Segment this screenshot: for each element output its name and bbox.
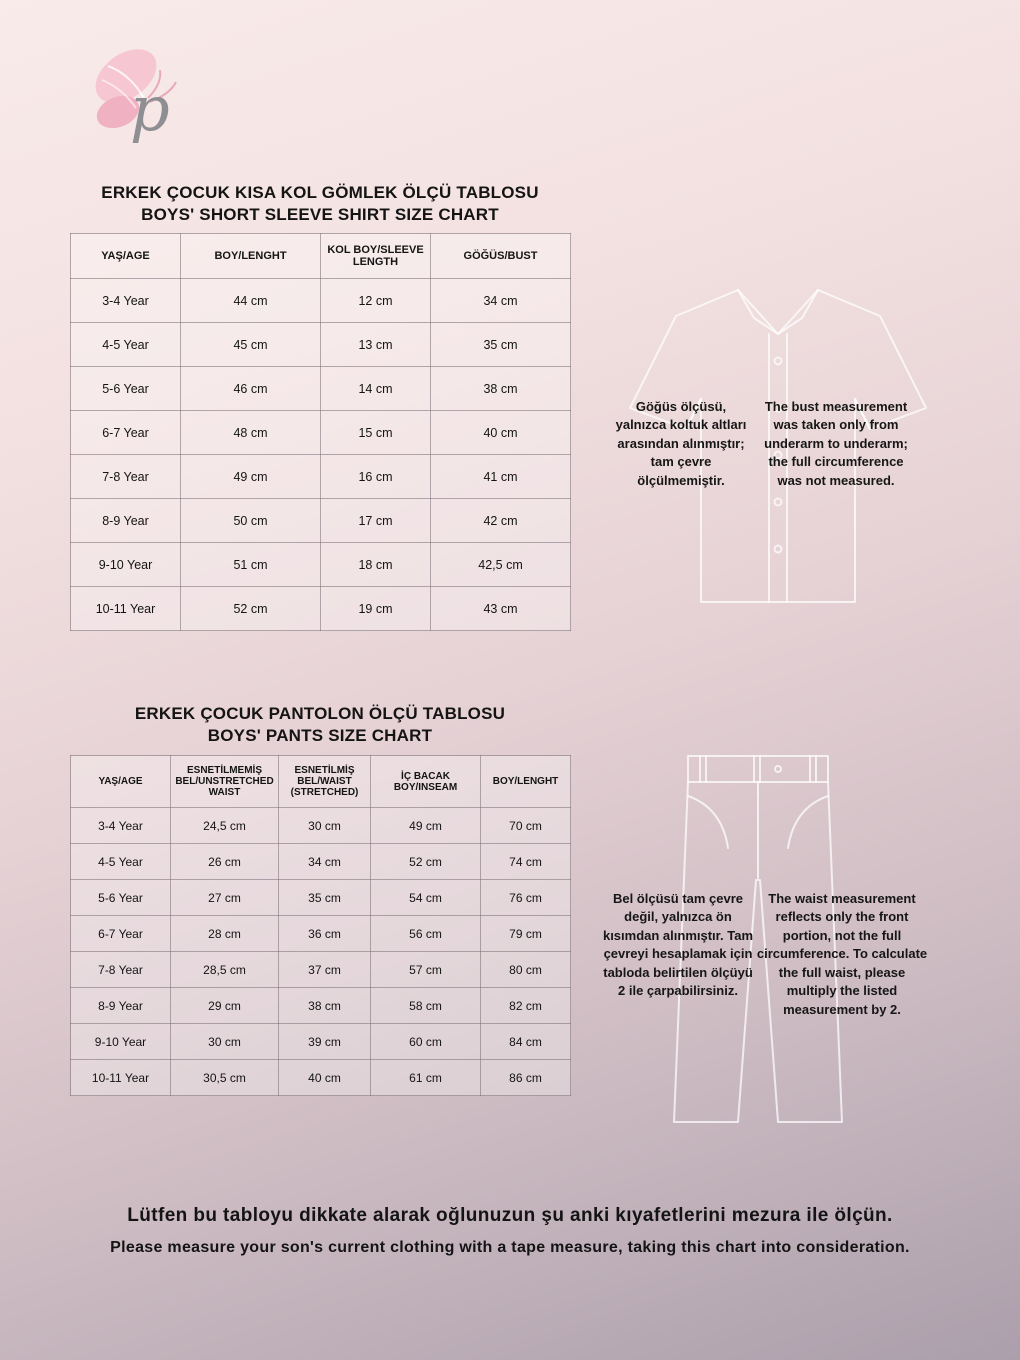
- column-header: BOY/LENGHT: [181, 234, 321, 279]
- table-cell: 5-6 Year: [71, 367, 181, 411]
- table-cell: 46 cm: [181, 367, 321, 411]
- table-cell: 82 cm: [481, 988, 571, 1024]
- table-cell: 19 cm: [321, 587, 431, 631]
- table-cell: 34 cm: [279, 844, 371, 880]
- table-cell: 44 cm: [181, 279, 321, 323]
- column-header: ESNETİLMİŞ BEL/WAIST (STRETCHED): [279, 756, 371, 808]
- brand-logo: [78, 36, 238, 171]
- table-cell: 49 cm: [371, 808, 481, 844]
- table-cell: 7-8 Year: [71, 455, 181, 499]
- table-cell: 61 cm: [371, 1060, 481, 1096]
- table-cell: 24,5 cm: [171, 808, 279, 844]
- table-cell: 76 cm: [481, 880, 571, 916]
- pants-title-turkish: ERKEK ÇOCUK PANTOLON ÖLÇÜ TABLOSU: [134, 704, 506, 723]
- table-cell: 41 cm: [431, 455, 571, 499]
- table-cell: 6-7 Year: [71, 411, 181, 455]
- column-header: BOY/LENGHT: [481, 756, 571, 808]
- table-cell: 42 cm: [431, 499, 571, 543]
- table-row: [71, 844, 571, 880]
- table-row: [71, 916, 571, 952]
- table-cell: 52 cm: [371, 844, 481, 880]
- column-header: İÇ BACAK BOY/INSEAM: [371, 756, 481, 808]
- table-row: [71, 1060, 571, 1096]
- table-cell: 56 cm: [371, 916, 481, 952]
- table-cell: 3-4 Year: [71, 808, 171, 844]
- table-cell: 35 cm: [279, 880, 371, 916]
- shirt-note-english: The bust measurement was taken only from underarm to underarm; the full circumference was not measured.: [764, 399, 908, 488]
- table-row: [71, 988, 571, 1024]
- column-header: KOL BOY/SLEEVE LENGTH: [321, 234, 431, 279]
- table-cell: 57 cm: [371, 952, 481, 988]
- table-cell: 80 cm: [481, 952, 571, 988]
- table-cell: 40 cm: [431, 411, 571, 455]
- table-cell: 28,5 cm: [171, 952, 279, 988]
- table-cell: 49 cm: [181, 455, 321, 499]
- table-cell: 18 cm: [321, 543, 431, 587]
- table-cell: 60 cm: [371, 1024, 481, 1060]
- table-cell: 39 cm: [279, 1024, 371, 1060]
- table-cell: 9-10 Year: [71, 543, 181, 587]
- table-header-row: [71, 234, 571, 279]
- table-cell: 45 cm: [181, 323, 321, 367]
- table-row: [71, 543, 571, 587]
- column-header: YAŞ/AGE: [71, 756, 171, 808]
- table-row: [71, 952, 571, 988]
- table-cell: 30,5 cm: [171, 1060, 279, 1096]
- table-row: [71, 323, 571, 367]
- table-cell: 6-7 Year: [71, 916, 171, 952]
- table-cell: 26 cm: [171, 844, 279, 880]
- table-cell: 17 cm: [321, 499, 431, 543]
- pants-note-turkish: Bel ölçüsü tam çevre değil, yalnızca ön kısımdan alınmıştır. Tam çevreyi hesaplamak için tabloda belirtilen ölçüyü 2 ile çarpabilirsiniz.: [602, 891, 754, 999]
- shirt-title-english: BOYS' SHORT SLEEVE SHIRT SIZE CHART: [141, 205, 499, 225]
- table-cell: 35 cm: [431, 323, 571, 367]
- table-cell: 8-9 Year: [71, 988, 171, 1024]
- shirt-title-turkish: ERKEK ÇOCUK KISA KOL GÖMLEK ÖLÇÜ TABLOSU: [101, 183, 539, 202]
- table-cell: 29 cm: [171, 988, 279, 1024]
- table-cell: 10-11 Year: [71, 1060, 171, 1096]
- table-cell: 30 cm: [171, 1024, 279, 1060]
- table-row: [71, 1024, 571, 1060]
- table-cell: 28 cm: [171, 916, 279, 952]
- table-cell: 40 cm: [279, 1060, 371, 1096]
- table-cell: 51 cm: [181, 543, 321, 587]
- footer-instruction-turkish: Lütfen bu tabloyu dikkate alarak oğlunuzun şu anki kıyafetlerini mezura ile ölçün.: [127, 1205, 893, 1226]
- table-row: [71, 411, 571, 455]
- table-cell: 54 cm: [371, 880, 481, 916]
- table-cell: 13 cm: [321, 323, 431, 367]
- table-cell: 36 cm: [279, 916, 371, 952]
- table-cell: 7-8 Year: [71, 952, 171, 988]
- shirt-section-title: [70, 182, 570, 227]
- table-row: [71, 880, 571, 916]
- table-cell: 14 cm: [321, 367, 431, 411]
- table-cell: 38 cm: [431, 367, 571, 411]
- shirt-note-turkish: Göğüs ölçüsü, yalnızca koltuk altları arasından alınmıştır; tam çevre ölçülmemiştir.: [615, 399, 747, 488]
- table-cell: 52 cm: [181, 587, 321, 631]
- table-row: [71, 499, 571, 543]
- column-header: ESNETİLMEMİŞ BEL/UNSTRETCHED WAIST: [171, 756, 279, 808]
- table-cell: 48 cm: [181, 411, 321, 455]
- table-cell: 4-5 Year: [71, 844, 171, 880]
- table-cell: 10-11 Year: [71, 587, 181, 631]
- table-cell: 34 cm: [431, 279, 571, 323]
- pants-title-english: BOYS' PANTS SIZE CHART: [207, 726, 433, 746]
- table-cell: 50 cm: [181, 499, 321, 543]
- brand-letter: p: [130, 72, 170, 145]
- table-cell: 9-10 Year: [71, 1024, 171, 1060]
- table-header-row: [71, 756, 571, 808]
- table-cell: 70 cm: [481, 808, 571, 844]
- table-cell: 8-9 Year: [71, 499, 181, 543]
- table-cell: 38 cm: [279, 988, 371, 1024]
- table-cell: 12 cm: [321, 279, 431, 323]
- table-row: [71, 808, 571, 844]
- table-cell: 74 cm: [481, 844, 571, 880]
- table-row: [71, 455, 571, 499]
- footer-instruction-english: Please measure your son's current clothing with a tape measure, taking this chart into consideration.: [110, 1239, 910, 1256]
- table-row: [71, 587, 571, 631]
- table-cell: 15 cm: [321, 411, 431, 455]
- table-cell: 27 cm: [171, 880, 279, 916]
- column-header: YAŞ/AGE: [71, 234, 181, 279]
- table-cell: 58 cm: [371, 988, 481, 1024]
- table-row: [71, 367, 571, 411]
- pants-note-english: The waist measurement reflects only the front portion, not the full circumference. To calculate the full waist, please multiply the listed measurement by 2.: [756, 891, 928, 1017]
- table-cell: 4-5 Year: [71, 323, 181, 367]
- shirt-size-table: [70, 233, 571, 631]
- table-cell: 79 cm: [481, 916, 571, 952]
- table-cell: 42,5 cm: [431, 543, 571, 587]
- pants-section-title: [70, 703, 570, 748]
- table-cell: 3-4 Year: [71, 279, 181, 323]
- table-cell: 16 cm: [321, 455, 431, 499]
- table-cell: 37 cm: [279, 952, 371, 988]
- table-row: [71, 279, 571, 323]
- table-cell: 86 cm: [481, 1060, 571, 1096]
- column-header: GÖĞÜS/BUST: [431, 234, 571, 279]
- pants-size-table: [70, 755, 571, 1096]
- table-cell: 43 cm: [431, 587, 571, 631]
- table-cell: 5-6 Year: [71, 880, 171, 916]
- table-cell: 30 cm: [279, 808, 371, 844]
- table-cell: 84 cm: [481, 1024, 571, 1060]
